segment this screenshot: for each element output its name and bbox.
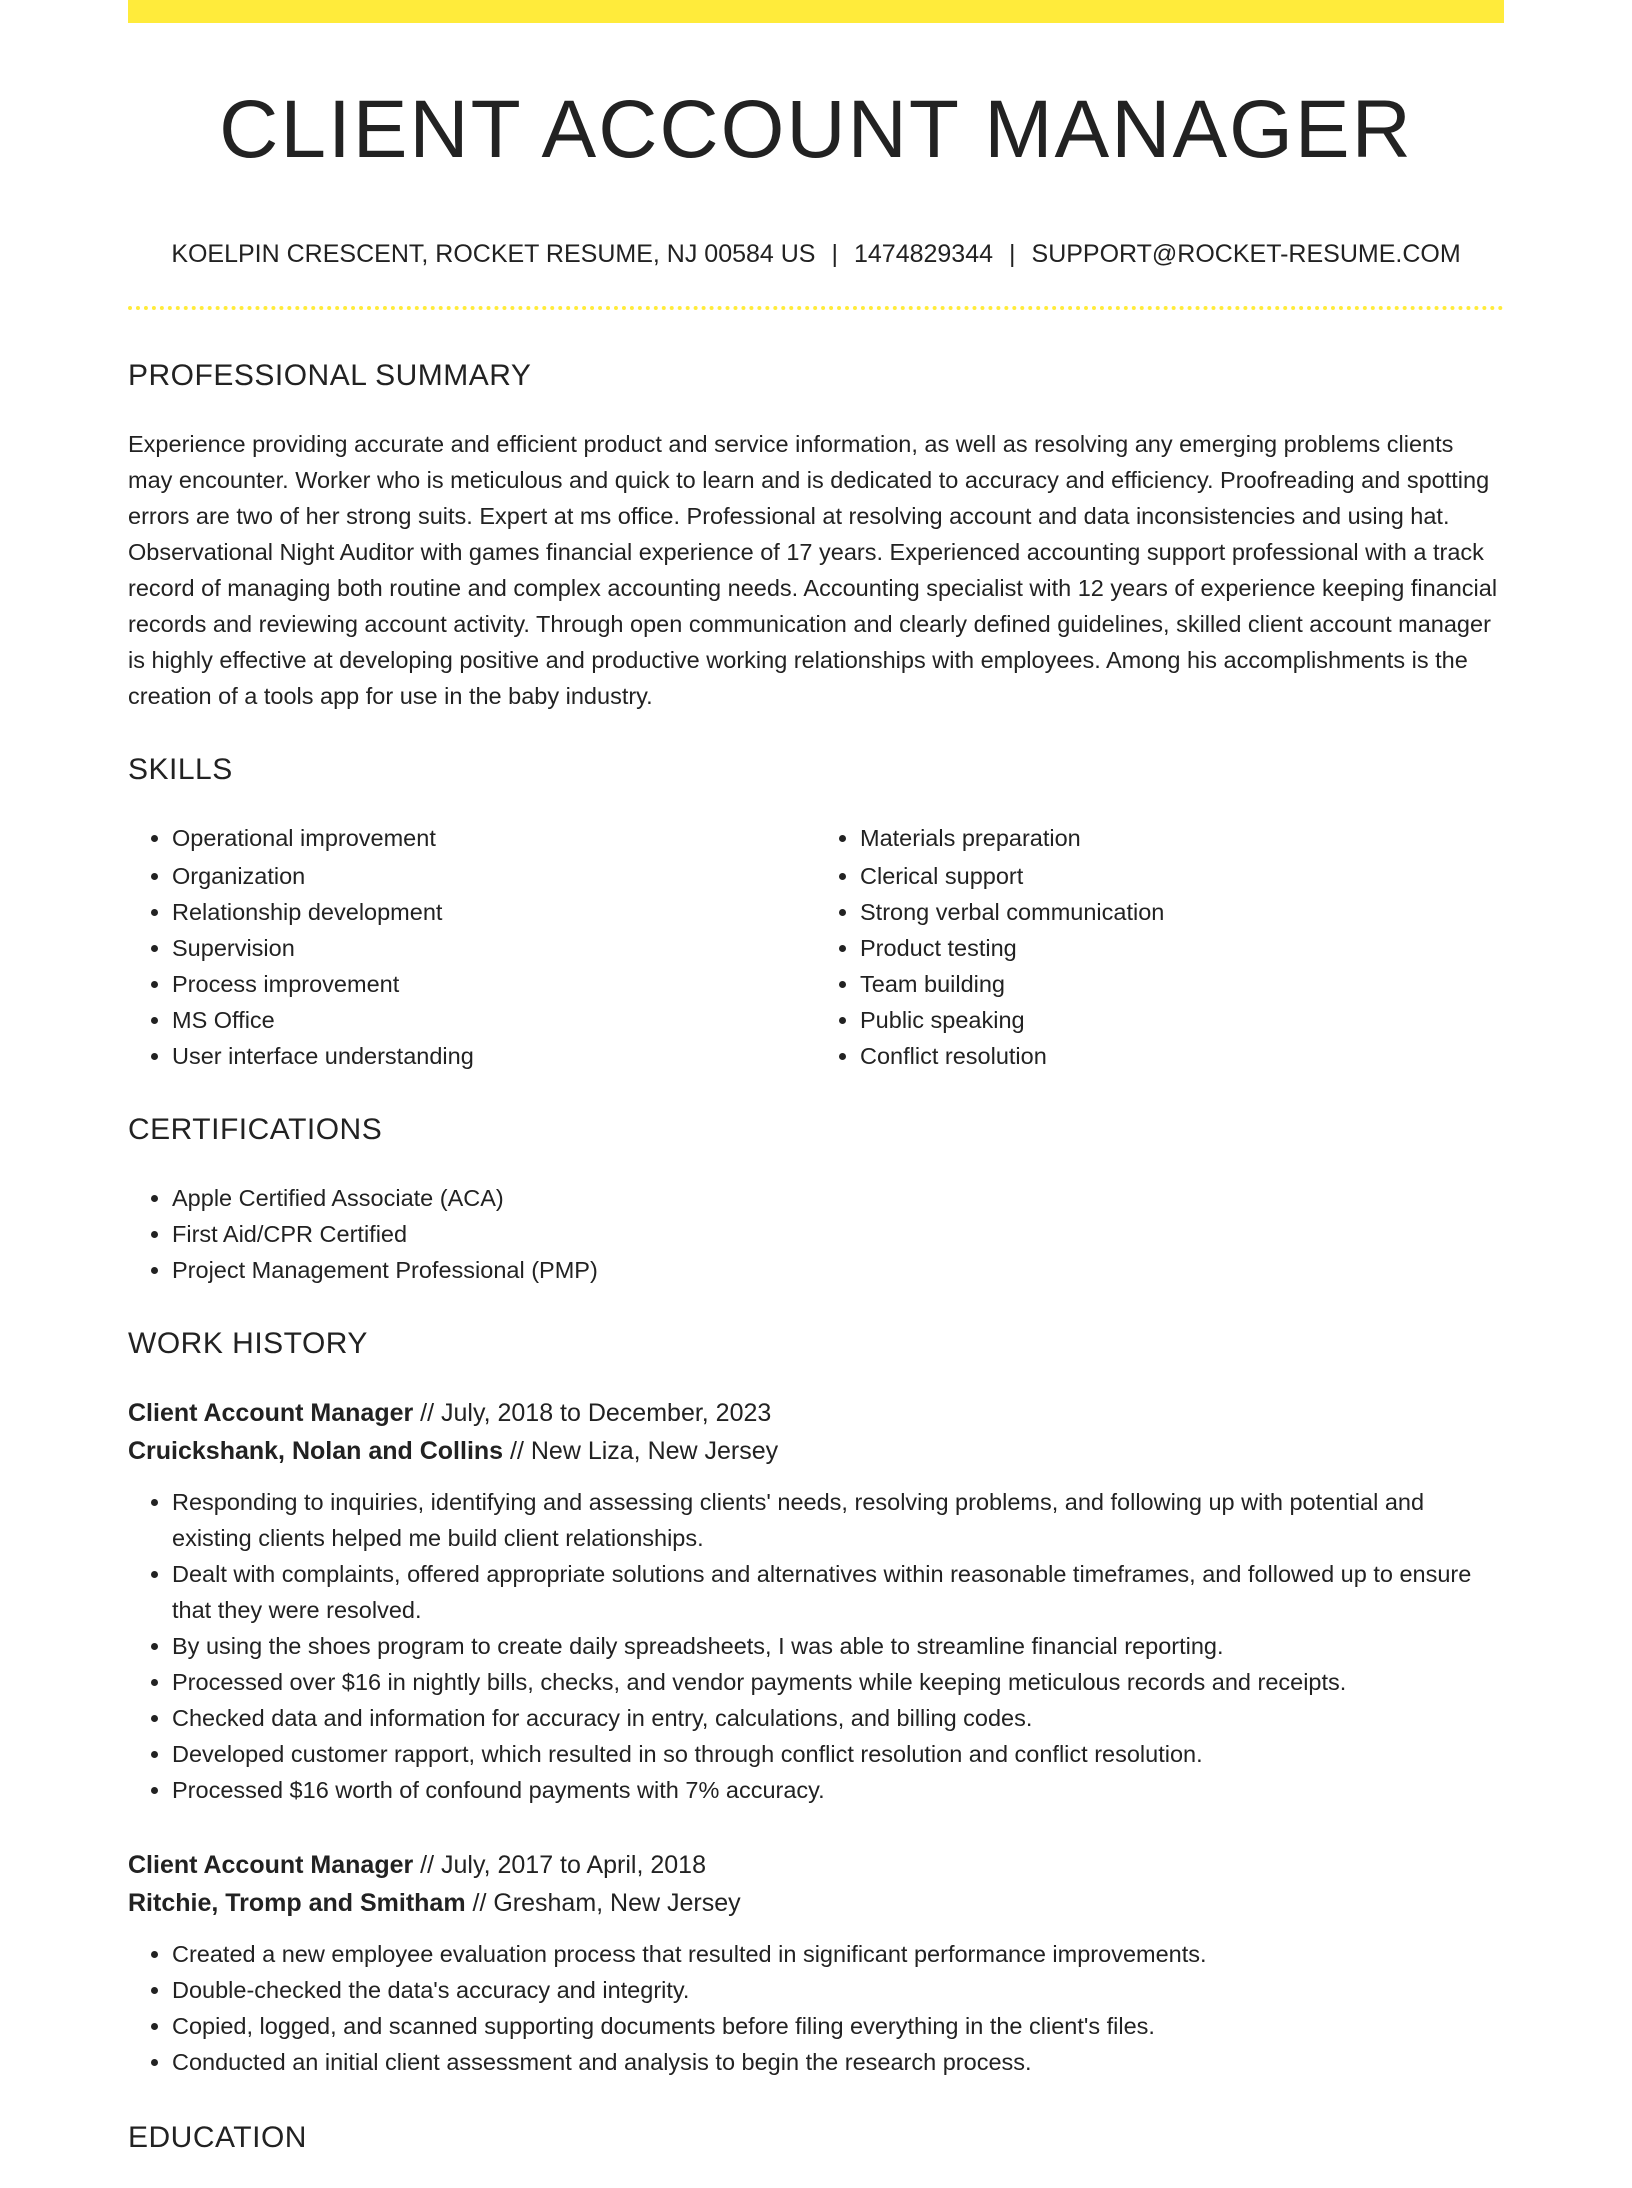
contact-separator: | [1009, 240, 1016, 268]
top-accent-bar [128, 0, 1504, 23]
certifications-list [128, 1180, 1504, 1288]
skills-grid [128, 820, 1504, 1074]
skill-item: • Materials preparation [860, 820, 1504, 856]
job-title-line [128, 1394, 1504, 1432]
skill-item: • Strong verbal communication [860, 894, 1504, 930]
resume-content [128, 348, 1504, 2188]
contact-separator: | [831, 240, 838, 268]
certification-item: • Apple Certified Associate (ACA) [172, 1180, 1504, 1216]
job-bullet: • Responding to inquiries, identifying and assessing clients' needs, resolving problems, and following up with potential and existing clients helped me build client relationships. [172, 1484, 1504, 1556]
job-bullet: • Double-checked the data's accuracy and integrity. [172, 1972, 1504, 2008]
work-history-heading: WORK HISTORY [128, 1327, 368, 1360]
job-bullet: • Dealt with complaints, offered appropriate solutions and alternatives within reasonable timeframes, and followed up to ensure that they were resolved. [172, 1556, 1504, 1628]
certification-item: • First Aid/CPR Certified [172, 1216, 1504, 1252]
skill-item: • Team building [860, 966, 1504, 1002]
dotted-divider [128, 306, 1504, 310]
skills-right-list [816, 820, 1504, 1074]
job-dates: // July, 2018 to December, 2023 [413, 1399, 772, 1427]
job-bullet: • Checked data and information for accuracy in entry, calculations, and billing codes. [172, 1700, 1504, 1736]
certification-item: • Project Management Professional (PMP) [172, 1252, 1504, 1288]
job-bullet: • Processed $16 worth of confound payments with 7% accuracy. [172, 1772, 1504, 1808]
certifications-heading: CERTIFICATIONS [128, 1113, 383, 1146]
job-company-line [128, 1884, 1504, 1922]
job-location: // New Liza, New Jersey [503, 1437, 779, 1465]
education-heading: EDUCATION [128, 2121, 307, 2154]
skill-item: • User interface understanding [172, 1038, 816, 1074]
job-bullet: • Developed customer rapport, which resulted in so through conflict resolution and conflict resolution. [172, 1736, 1504, 1772]
skills-heading: SKILLS [128, 753, 233, 786]
skill-item: • Process improvement [172, 966, 816, 1002]
skills-left-list [128, 820, 816, 1074]
skill-item: • Relationship development [172, 894, 816, 930]
job-company: Cruickshank, Nolan and Collins [128, 1437, 504, 1465]
skill-item: • Operational improvement [172, 820, 816, 856]
job-bullet: • By using the shoes program to create daily spreadsheets, I was able to streamline financial reporting. [172, 1628, 1504, 1664]
skill-item: • Clerical support [860, 858, 1504, 894]
job-bullets [128, 1936, 1504, 2080]
job-bullet: • Processed over $16 in nightly bills, checks, and vendor payments while keeping meticulous records and receipts. [172, 1664, 1504, 1700]
page-title: CLIENT ACCOUNT MANAGER [219, 84, 1413, 175]
job-company: Ritchie, Tromp and Smitham [128, 1889, 466, 1917]
job-role: Client Account Manager [128, 1851, 414, 1879]
summary-heading: PROFESSIONAL SUMMARY [128, 359, 532, 392]
job-entry [128, 1394, 1504, 1808]
job-company-line [128, 1432, 1504, 1470]
contact-email: SUPPORT@ROCKET-RESUME.COM [1031, 240, 1461, 268]
skill-item: • Supervision [172, 930, 816, 966]
job-entry [128, 1846, 1504, 2080]
summary-text: Experience providing accurate and efficient product and service information, as well as resolving any emerging problems clients may encounter. Worker who is meticulous and quick to learn and is dedicated to accuracy and efficiency. Proofreading and spotting errors are two of her strong suits. Expert at ms office. Professional at resolving account and data inconsistencies and using hat. Observational Night Auditor with games financial experience of 17 years. Experienced accounting support professional with a track record of managing both routine and complex accounting needs. Accounting specialist with 12 years of experience keeping financial records and reviewing account activity. Through open communication and clearly defined guidelines, skilled client account manager is highly effective at developing positive and productive working relationships with employees. Among his accomplishments is the creation of a tools app for use in the baby industry. [128, 431, 1498, 709]
contact-address: KOELPIN CRESCENT, ROCKET RESUME, NJ 00584 US [171, 240, 816, 268]
skill-item: • Public speaking [860, 1002, 1504, 1038]
job-bullet: • Conducted an initial client assessment and analysis to begin the research process. [172, 2044, 1504, 2080]
job-bullet: • Copied, logged, and scanned supporting documents before filing everything in the client's files. [172, 2008, 1504, 2044]
contact-phone: 1474829344 [853, 240, 994, 268]
skill-item: • Conflict resolution [860, 1038, 1504, 1074]
job-title-line [128, 1846, 1504, 1884]
job-bullets [128, 1484, 1504, 1808]
jobs-list [128, 1394, 1504, 2080]
job-role: Client Account Manager [128, 1399, 414, 1427]
skill-item: • MS Office [172, 1002, 816, 1038]
job-location: // Gresham, New Jersey [465, 1889, 741, 1917]
job-bullet: • Created a new employee evaluation process that resulted in significant performance improvements. [172, 1936, 1504, 1972]
skill-item: • Organization [172, 858, 816, 894]
contact-line [128, 236, 1504, 272]
job-dates: // July, 2017 to April, 2018 [413, 1851, 706, 1879]
skill-item: • Product testing [860, 930, 1504, 966]
